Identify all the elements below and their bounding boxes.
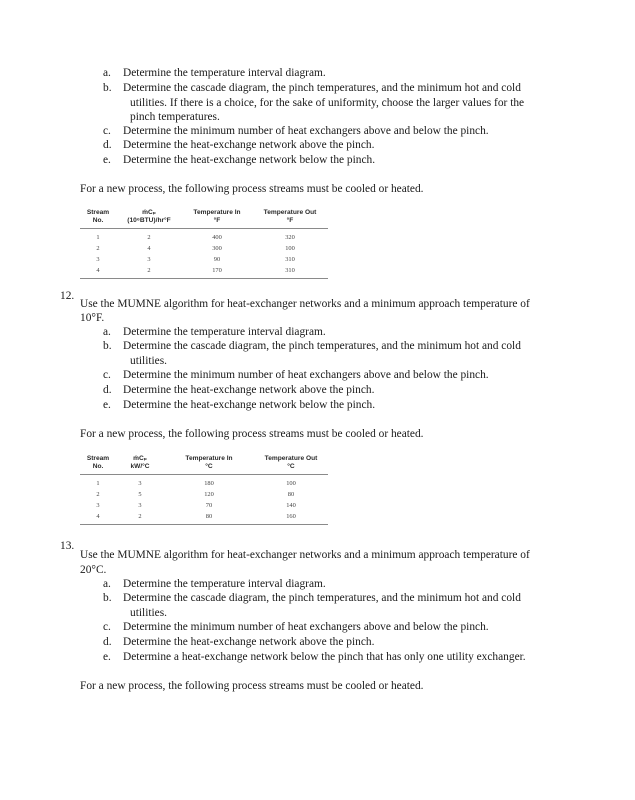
table-cell: 3 xyxy=(96,502,100,509)
item-marker: c. xyxy=(103,125,111,137)
table-cell: 3 xyxy=(138,480,142,487)
item-text: Determine the cascade diagram, the pinch temperatures, and the minimum hot and cold xyxy=(123,82,521,94)
stream-table-1 xyxy=(80,209,328,279)
table-cell: 120 xyxy=(204,491,214,498)
table-cell: 2 xyxy=(96,491,100,498)
item-text: Determine the minimum number of heat exchangers above and below the pinch. xyxy=(123,369,489,381)
item-text: Determine the heat-exchange network below the pinch. xyxy=(123,154,376,166)
table-row xyxy=(80,500,328,511)
item-marker: e. xyxy=(103,154,111,166)
item-text: Determine the temperature interval diagram. xyxy=(123,326,326,338)
problem-number: 12. xyxy=(60,290,75,302)
column-header: ṁCₚ (10⁶BTU)/hr°F xyxy=(116,209,182,229)
column-header: Stream No. xyxy=(80,455,116,475)
stream-table-2 xyxy=(80,455,328,525)
item-text: pinch temperatures. xyxy=(130,111,220,123)
table-cell: 180 xyxy=(204,480,214,487)
item-marker: c. xyxy=(103,369,111,381)
table-row xyxy=(80,511,328,525)
table-cell: 140 xyxy=(286,502,296,509)
column-header: ṁCₚ kW/°C xyxy=(116,455,164,475)
table-row xyxy=(80,475,328,490)
table-cell: 2 xyxy=(116,511,164,525)
item-marker: b. xyxy=(103,82,112,94)
item-marker: d. xyxy=(103,636,112,648)
item-marker: d. xyxy=(103,139,112,151)
table-cell: 1 xyxy=(96,234,100,241)
table-row xyxy=(80,254,328,265)
table-cell: 320 xyxy=(285,234,295,241)
table-cell: 2 xyxy=(116,265,182,279)
item-marker: e. xyxy=(103,651,111,663)
table-cell: 80 xyxy=(287,491,295,498)
problem-text: Use the MUMNE algorithm for heat-exchanger networks and a minimum approach temperature of xyxy=(80,298,530,310)
table-cell: 2 xyxy=(147,234,151,241)
item-marker: d. xyxy=(103,384,112,396)
table-row xyxy=(80,229,328,244)
column-header: Stream No. xyxy=(80,209,116,229)
item-text: Determine the heat-exchange network above the pinch. xyxy=(123,139,375,151)
table-row xyxy=(80,243,328,254)
item-text: Determine the minimum number of heat exchangers above and below the pinch. xyxy=(123,125,489,137)
column-header: Temperature Out °F xyxy=(252,209,328,229)
table-cell: 310 xyxy=(285,256,295,263)
table-cell: 5 xyxy=(138,491,142,498)
intro-text: For a new process, the following process streams must be cooled or heated. xyxy=(80,680,424,692)
item-marker: a. xyxy=(103,578,111,590)
item-text: utilities. xyxy=(130,606,168,619)
table-cell: 4 xyxy=(80,511,116,525)
item-text: Determine the cascade diagram, the pinch temperatures, and the minimum hot and cold xyxy=(123,592,521,604)
table-cell: 4 xyxy=(147,245,151,252)
item-marker: b. xyxy=(103,592,112,604)
table-cell: 90 xyxy=(213,256,221,263)
item-text: Determine the minimum number of heat exchangers above and below the pinch. xyxy=(123,621,489,633)
item-marker: a. xyxy=(103,67,111,79)
column-header: Temperature In °C xyxy=(164,455,254,475)
table-cell: 3 xyxy=(147,256,151,263)
table-cell: 1 xyxy=(96,480,100,487)
intro-text: For a new process, the following process streams must be cooled or heated. xyxy=(80,428,424,440)
table-cell: 160 xyxy=(254,511,328,525)
item-text: utilities. If there is a choice, for the sake of uniformity, choose the larger values for the xyxy=(130,96,525,109)
item-text: utilities. xyxy=(130,354,168,367)
item-text: Determine the cascade diagram, the pinch temperatures, and the minimum hot and cold xyxy=(123,340,521,352)
item-marker: c. xyxy=(103,621,111,633)
table-cell: 3 xyxy=(96,256,100,263)
item-text: Determine the heat-exchange network above the pinch. xyxy=(123,636,375,648)
item-marker: a. xyxy=(103,326,111,338)
item-marker: b. xyxy=(103,340,112,352)
problem-text: Use the MUMNE algorithm for heat-exchanger networks and a minimum approach temperature of xyxy=(80,549,530,561)
table-cell: 170 xyxy=(182,265,252,279)
item-text: Determine the temperature interval diagram. xyxy=(123,67,326,79)
item-text: Determine the heat-exchange network above the pinch. xyxy=(123,384,375,396)
table-row xyxy=(80,489,328,500)
table-cell: 100 xyxy=(285,245,295,252)
table-cell: 400 xyxy=(212,234,222,241)
table-cell: 2 xyxy=(96,245,100,252)
column-header: Temperature In °F xyxy=(182,209,252,229)
table-cell: 3 xyxy=(138,502,142,509)
intro-text: For a new process, the following process streams must be cooled or heated. xyxy=(80,183,424,195)
table-cell: 4 xyxy=(80,265,116,279)
problem-text: 20°C. xyxy=(80,564,107,576)
problem-number: 13. xyxy=(60,540,75,552)
table-cell: 80 xyxy=(164,511,254,525)
table-row xyxy=(80,265,328,279)
item-text: Determine the temperature interval diagram. xyxy=(123,578,326,590)
item-marker: e. xyxy=(103,399,111,411)
table-cell: 310 xyxy=(252,265,328,279)
column-header: Temperature Out °C xyxy=(254,455,328,475)
problem-text: 10°F. xyxy=(80,312,105,324)
table-cell: 70 xyxy=(205,502,213,509)
item-text: Determine the heat-exchange network below the pinch. xyxy=(123,399,376,411)
table-cell: 100 xyxy=(286,480,296,487)
item-text: Determine a heat-exchange network below the pinch that has only one utility exchanger. xyxy=(123,651,526,663)
table-cell: 300 xyxy=(212,245,222,252)
